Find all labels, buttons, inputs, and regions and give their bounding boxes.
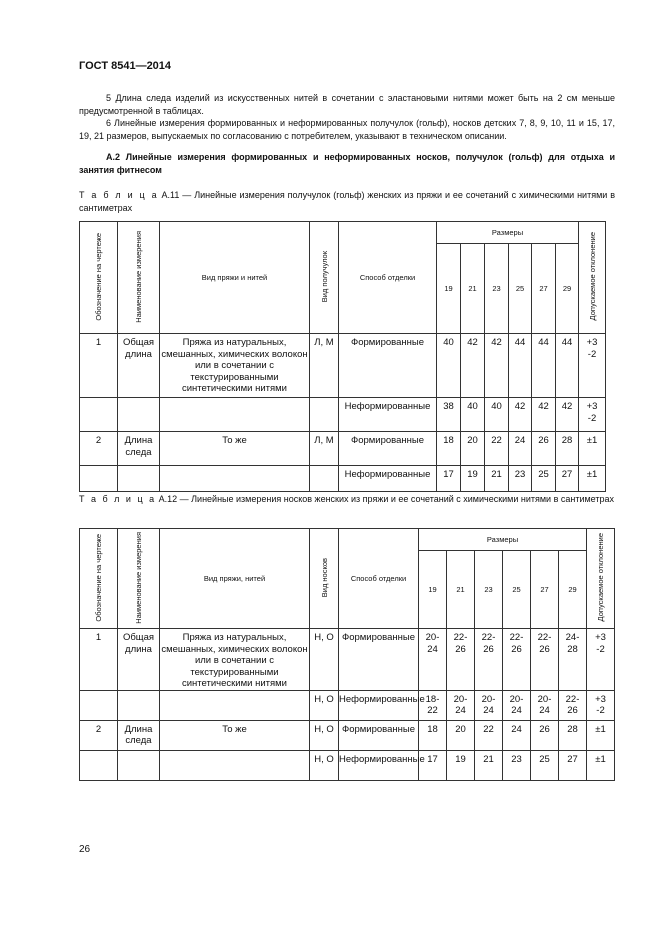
cell-yarn: Пряжа из натуральных, смешанных, химических волокон или в сочетании с текстурированными синтетическими нитями <box>160 334 310 398</box>
t2-h-kind: Вид носков <box>310 529 339 629</box>
cell-value: 20 <box>461 432 485 466</box>
cell-method: Формированные <box>339 432 437 466</box>
cell-code <box>80 398 118 432</box>
t1-h-method: Способ отделки <box>339 222 437 334</box>
cell-tolerance: +3 -2 <box>587 690 615 720</box>
table-row <box>80 432 606 466</box>
cell-yarn: То же <box>160 432 310 466</box>
cell-method: Неформированные <box>339 398 437 432</box>
t2-size-27: 27 <box>531 551 559 629</box>
t1-size-27: 27 <box>532 244 556 334</box>
cell-method: Неформированные <box>339 690 419 720</box>
t1-size-23: 23 <box>485 244 509 334</box>
cell-kind: Н, О <box>310 690 339 720</box>
cell-value: 28 <box>556 432 579 466</box>
table-row <box>80 629 615 691</box>
table-row <box>80 466 606 492</box>
cell-value: 28 <box>559 720 587 750</box>
t2-h-tol: Допускаемое отклонение <box>587 529 615 629</box>
cell-yarn: То же <box>160 720 310 750</box>
cell-method: Неформированные <box>339 750 419 780</box>
cell-value: 22- 26 <box>531 629 559 691</box>
cell-kind: Н, О <box>310 750 339 780</box>
t1-h-code: Обозначение на чертеже <box>80 222 118 334</box>
cell-tolerance: +3 -2 <box>579 334 606 398</box>
cell-value: 19 <box>461 466 485 492</box>
t1-size-25: 25 <box>509 244 532 334</box>
cell-value: 18 <box>419 720 447 750</box>
t2-size-21: 21 <box>447 551 475 629</box>
cell-value: 24 <box>509 432 532 466</box>
cell-value: 42 <box>556 398 579 432</box>
cell-value: 21 <box>475 750 503 780</box>
cell-name: Длина следа <box>118 432 160 466</box>
cell-name: Общая длина <box>118 334 160 398</box>
cell-value: 22- 26 <box>559 690 587 720</box>
t2-h-yarn: Вид пряжи, нитей <box>160 529 310 629</box>
cell-value: 40 <box>485 398 509 432</box>
table-row <box>80 334 606 398</box>
cell-value: 20- 24 <box>475 690 503 720</box>
t2-size-19: 19 <box>419 551 447 629</box>
cell-value: 20- 24 <box>419 629 447 691</box>
cell-code: 2 <box>80 720 118 750</box>
cell-kind: Л, М <box>310 334 339 398</box>
cell-value: 40 <box>461 398 485 432</box>
cell-tolerance: +3 -2 <box>579 398 606 432</box>
cell-kind <box>310 466 339 492</box>
cell-value: 24- 28 <box>559 629 587 691</box>
cell-value: 42 <box>485 334 509 398</box>
cell-value: 18 <box>437 432 461 466</box>
t1-size-21: 21 <box>461 244 485 334</box>
cell-value: 26 <box>532 432 556 466</box>
cell-yarn <box>160 398 310 432</box>
cell-value: 26 <box>531 720 559 750</box>
t1-h-name: Наименование измерения <box>118 222 160 334</box>
t2-h-sizes: Размеры <box>419 529 587 551</box>
table-a11 <box>79 221 606 492</box>
cell-value: 19 <box>447 750 475 780</box>
cell-kind: Н, О <box>310 629 339 691</box>
cell-value: 42 <box>509 398 532 432</box>
cell-value: 44 <box>556 334 579 398</box>
cell-code: 1 <box>80 334 118 398</box>
t1-h-sizes: Размеры <box>437 222 579 244</box>
cell-value: 20- 24 <box>503 690 531 720</box>
document-header: ГОСТ 8541—2014 <box>79 60 172 72</box>
t2-size-23: 23 <box>475 551 503 629</box>
cell-name <box>118 690 160 720</box>
cell-yarn: Пряжа из натуральных, смешанных, химических волокон или в сочетании с текстурированными синтетическими нитями <box>160 629 310 691</box>
t2-h-name: Наименование измерения <box>118 529 160 629</box>
t1-size-19: 19 <box>437 244 461 334</box>
note-6: 6 Линейные измерения формированных и неформированных получулок (гольф), носков детских 7, 8, 9, 10, 11 и 15, 17, 19, 21 размеров, выпускаемых по согласованию с потребителем, указывают в техническом описании. <box>79 118 615 141</box>
cell-value: 44 <box>532 334 556 398</box>
table-a12 <box>79 528 615 781</box>
cell-kind <box>310 398 339 432</box>
cell-name: Длина следа <box>118 720 160 750</box>
cell-method: Неформированные <box>339 466 437 492</box>
t1-h-yarn: Вид пряжи и нитей <box>160 222 310 334</box>
cell-value: 27 <box>559 750 587 780</box>
cell-method: Формированные <box>339 629 419 691</box>
t1-h-tol: Допускаемое отклонение <box>579 222 606 334</box>
cell-value: 24 <box>503 720 531 750</box>
page-number: 26 <box>79 844 91 855</box>
note-5: 5 Длина следа изделий из искусственных нитей в сочетании с эластановыми нитями может быть на 2 см меньше предусмотренной в таблицах. <box>79 93 615 116</box>
cell-code: 2 <box>80 432 118 466</box>
cell-name: Общая длина <box>118 629 160 691</box>
cell-value: 22 <box>475 720 503 750</box>
cell-tolerance: ±1 <box>587 750 615 780</box>
cell-name <box>118 466 160 492</box>
cell-kind: Л, М <box>310 432 339 466</box>
cell-kind: Н, О <box>310 720 339 750</box>
cell-value: 20 <box>447 720 475 750</box>
table2-caption: Т а б л и ц а А.12 — Линейные измерения носков женских из пряжи и ее сочетаний с химическими нитями в сантиметрах <box>79 494 615 504</box>
cell-value: 38 <box>437 398 461 432</box>
cell-value: 22- 26 <box>475 629 503 691</box>
cell-name <box>118 750 160 780</box>
cell-value: 42 <box>532 398 556 432</box>
t2-size-25: 25 <box>503 551 531 629</box>
cell-value: 25 <box>532 466 556 492</box>
t2-h-method: Способ отделки <box>339 529 419 629</box>
cell-yarn <box>160 750 310 780</box>
cell-value: 23 <box>509 466 532 492</box>
cell-value: 25 <box>531 750 559 780</box>
cell-value: 27 <box>556 466 579 492</box>
cell-value: 20- 24 <box>447 690 475 720</box>
table-row <box>80 398 606 432</box>
cell-value: 18- 22 <box>419 690 447 720</box>
cell-code <box>80 690 118 720</box>
cell-tolerance: +3 -2 <box>587 629 615 691</box>
section-title: А.2 Линейные измерения формированных и неформированных носков, получулок (гольф) для отдыха и занятия фитнесом <box>79 152 615 175</box>
cell-method: Формированные <box>339 720 419 750</box>
table1-caption: Т а б л и ц а А.11 — Линейные измерения получулок (гольф) женских из пряжи и ее сочетаний с химическими нитями в сантиметрах <box>79 190 615 213</box>
cell-name <box>118 398 160 432</box>
cell-value: 17 <box>419 750 447 780</box>
cell-yarn <box>160 466 310 492</box>
t2-size-29: 29 <box>559 551 587 629</box>
table-row <box>80 690 615 720</box>
table-row <box>80 720 615 750</box>
cell-tolerance: ±1 <box>579 432 606 466</box>
t1-h-kind: Вид получулок <box>310 222 339 334</box>
t1-size-29: 29 <box>556 244 579 334</box>
t2-h-code: Обозначение на чертеже <box>80 529 118 629</box>
cell-value: 23 <box>503 750 531 780</box>
cell-tolerance: ±1 <box>579 466 606 492</box>
cell-value: 21 <box>485 466 509 492</box>
cell-value: 22 <box>485 432 509 466</box>
cell-value: 40 <box>437 334 461 398</box>
cell-code <box>80 466 118 492</box>
cell-method: Формированные <box>339 334 437 398</box>
cell-tolerance: ±1 <box>587 720 615 750</box>
cell-value: 42 <box>461 334 485 398</box>
cell-value: 17 <box>437 466 461 492</box>
cell-value: 20- 24 <box>531 690 559 720</box>
cell-code <box>80 750 118 780</box>
cell-value: 44 <box>509 334 532 398</box>
cell-value: 22- 26 <box>447 629 475 691</box>
cell-value: 22- 26 <box>503 629 531 691</box>
table-row <box>80 750 615 780</box>
cell-yarn <box>160 690 310 720</box>
cell-code: 1 <box>80 629 118 691</box>
